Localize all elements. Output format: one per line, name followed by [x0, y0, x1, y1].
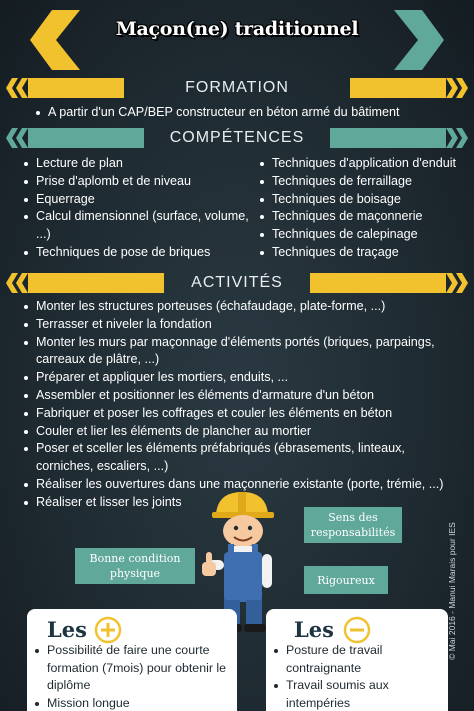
list-item: Assembler et positionner les éléments d'armature d'un béton [22, 387, 454, 405]
quality-tag-rigoureux: Rigoureux [304, 566, 388, 594]
list-item: Techniques de traçage [258, 244, 472, 262]
competences-left-list [22, 155, 260, 262]
minus-icon [342, 615, 372, 645]
formation-list [34, 104, 454, 122]
list-item: Préparer et appliquer les mortiers, enduits, ... [22, 369, 454, 387]
list-item: Monter les murs par maçonnage d'éléments portés (briques, parpaings, carreaux de plâtre, ...) [22, 334, 454, 370]
list-item: Calcul dimensionnel (surface, volume, ...) [22, 208, 260, 244]
competences-right-list [258, 155, 472, 262]
section-header-activites [0, 273, 474, 293]
list-item: Techniques de maçonnerie [258, 208, 472, 226]
section-title-activites: ACTIVITÉS [191, 274, 283, 291]
advantages-card [27, 609, 237, 711]
disadvantages-title: Les [294, 617, 334, 642]
list-item: Lecture de plan [22, 155, 260, 173]
list-item: Equerrage [22, 191, 260, 209]
list-item: Travail soumis aux intempéries [272, 677, 442, 711]
list-item: Couler et lier les éléments de plancher au mortier [22, 423, 454, 441]
list-item: Prise d'aplomb et de niveau [22, 173, 260, 191]
list-item: A partir d'un CAP/BEP constructeur en béton armé du bâtiment [34, 104, 454, 122]
list-item: Techniques d'application d'enduit [258, 155, 472, 173]
section-title-formation: FORMATION [185, 79, 289, 96]
copyright-credit: © Mai 2016 - Manui Marais pour IES [447, 522, 457, 660]
quality-tag-responsabilites: Sens des responsabilités [304, 507, 402, 543]
page-title: Maçon(ne) traditionnel [115, 18, 359, 40]
disadvantages-list [272, 642, 442, 711]
advantages-list [33, 642, 229, 711]
list-item: Mission longue [33, 695, 229, 711]
list-item: Posture de travail contraignante [272, 642, 442, 677]
list-item: Techniques de boisage [258, 191, 472, 209]
quality-tag-condition-physique: Bonne condition physique [75, 548, 195, 584]
list-item: Techniques de pose de briques [22, 244, 260, 262]
list-item: Réaliser et lisser les joints [22, 494, 454, 512]
list-item: Monter les structures porteuses (échafaudage, plate-forme, ...) [22, 298, 454, 316]
list-item: Techniques de ferraillage [258, 173, 472, 191]
activites-list [22, 298, 454, 512]
section-title-competences: COMPÉTENCES [169, 129, 305, 146]
advantages-title: Les [47, 617, 87, 642]
list-item: Fabriquer et poser les coffrages et couler les éléments en béton [22, 405, 454, 423]
list-item: Techniques de calepinage [258, 226, 472, 244]
section-header-formation [0, 78, 474, 98]
plus-icon [93, 615, 123, 645]
disadvantages-card [266, 609, 448, 711]
chevron-right-icon [392, 10, 444, 70]
list-item: Réaliser les ouvertures dans une maçonnerie existante (porte, trémie, ...) [22, 476, 454, 494]
list-item: Poser et sceller les éléments préfabriqués (ébrasements, linteaux, corniches, escaliers, ...) [22, 440, 454, 476]
list-item: Terrasser et niveler la fondation [22, 316, 454, 334]
list-item: Possibilité de faire une courte formation (7mois) pour obtenir le diplôme [33, 642, 229, 695]
section-header-competences [0, 128, 474, 148]
